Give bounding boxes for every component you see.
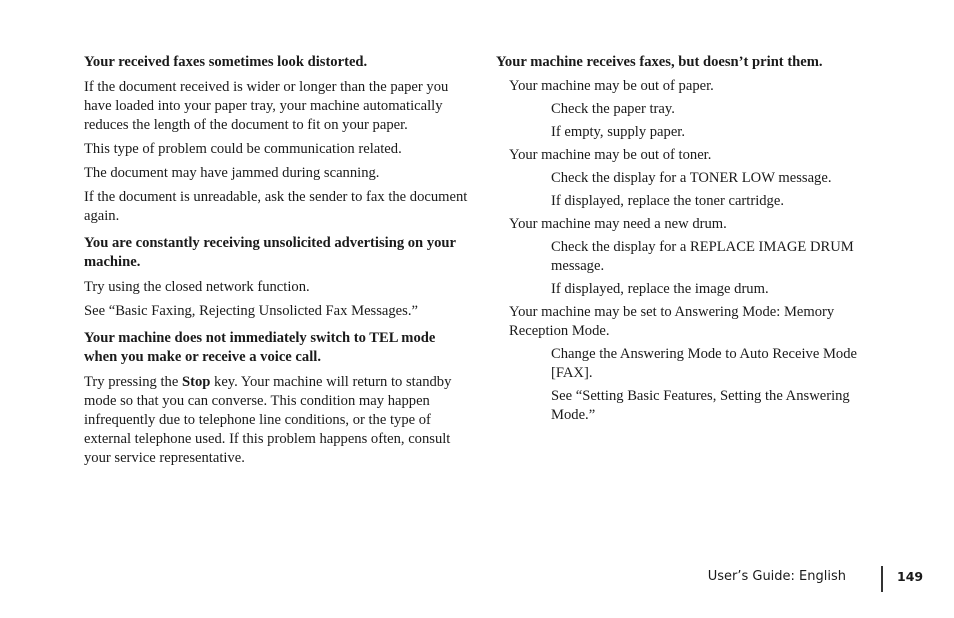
tel-mode-paragraph xyxy=(84,373,468,468)
page-footer xyxy=(700,566,930,592)
tel-mode-text-end: key. Your machine will return to standby mode so that you can converse. This condition may happen infrequently due to telephone line conditions, or the type of external telephone used. If this problem happens often, consult your service representative. xyxy=(84,374,452,466)
cause-answering-mode: Your machine may be set to Answering Mode: Memory Reception Mode. xyxy=(509,304,835,339)
remedy-check-replace-drum: Check the display for a REPLACE IMAGE DRUM message. xyxy=(551,239,854,274)
tel-mode-heading: Your machine does not immediately switch to TEL mode when you make or receive a voice call. xyxy=(84,330,436,365)
cause-out-of-toner: Your machine may be out of toner. xyxy=(509,147,712,163)
distorted-faxes-paragraph-3: The document may have jammed during scanning. xyxy=(84,165,380,181)
cause-out-of-paper: Your machine may be out of paper. xyxy=(509,78,714,94)
no-print-heading: Your machine receives faxes, but doesn’t print them. xyxy=(496,54,823,70)
stop-key-label: Stop xyxy=(181,374,211,390)
distorted-faxes-heading: Your received faxes sometimes look distorted. xyxy=(84,54,368,70)
distorted-faxes-paragraph-4: If the document is unreadable, ask the sender to fax the document again. xyxy=(84,189,468,224)
left-column xyxy=(84,53,468,473)
unsolicited-ads-paragraph-1: Try using the closed network function. xyxy=(84,279,310,295)
remedy-check-paper-tray: Check the paper tray. xyxy=(551,101,675,117)
remedy-supply-paper: If empty, supply paper. xyxy=(551,124,686,140)
cause-new-drum: Your machine may need a new drum. xyxy=(509,216,727,232)
distorted-faxes-paragraph-1: If the document received is wider or longer than the paper you have loaded into your paper tray, your machine automatically reduces the length of the document to fit on your paper. xyxy=(84,79,449,133)
unsolicited-ads-paragraph-2: See “Basic Faxing, Rejecting Unsolicted Fax Messages.” xyxy=(84,303,418,319)
distorted-faxes-paragraph-2: This type of problem could be communication related. xyxy=(84,141,402,157)
remedy-change-answering-mode: Change the Answering Mode to Auto Receive Mode [FAX]. xyxy=(551,346,858,381)
page-number: 149 xyxy=(897,569,924,584)
right-column xyxy=(496,53,896,429)
unsolicited-ads-heading: You are constantly receiving unsolicited advertising on your machine. xyxy=(84,235,456,270)
remedy-see-setting-basic-features: See “Setting Basic Features, Setting the Answering Mode.” xyxy=(551,388,850,423)
tel-mode-text-start: Try pressing the xyxy=(84,374,182,390)
remedy-replace-drum: If displayed, replace the image drum. xyxy=(551,281,769,297)
remedy-replace-toner: If displayed, replace the toner cartridge. xyxy=(551,193,784,209)
guide-label: User’s Guide: English xyxy=(707,569,846,584)
footer-divider xyxy=(881,566,883,592)
remedy-check-toner-low: Check the display for a TONER LOW message. xyxy=(551,170,832,186)
